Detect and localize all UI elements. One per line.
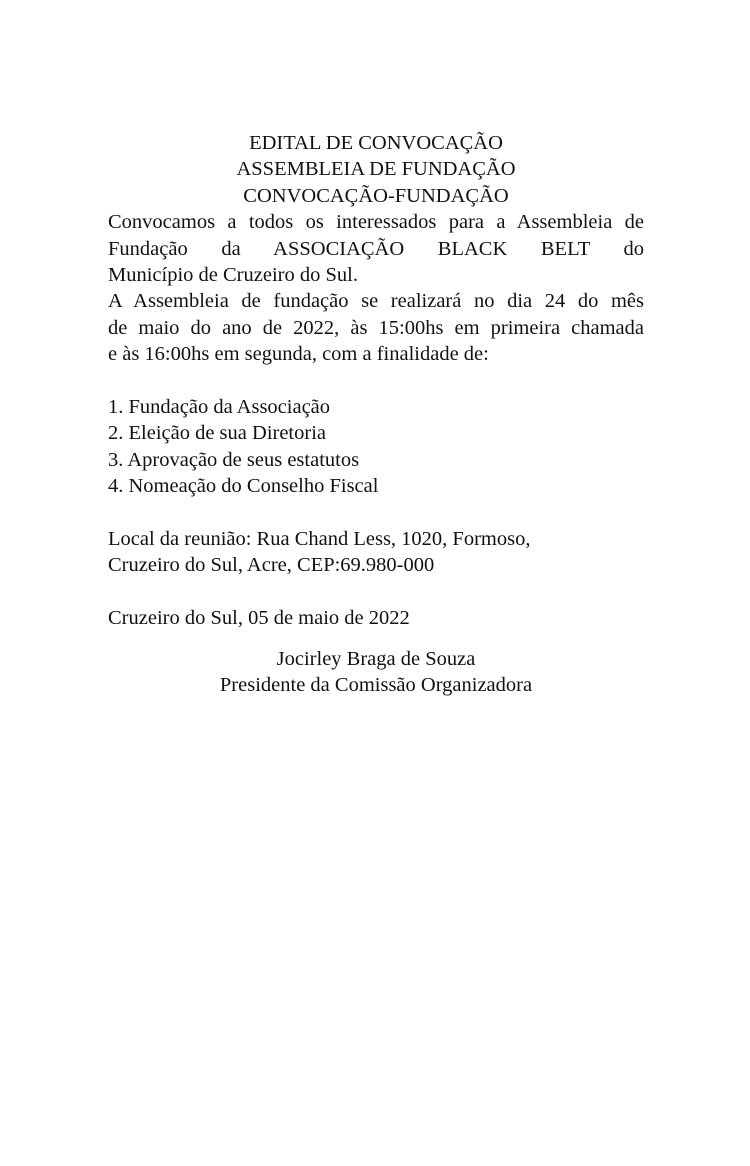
signatory-role: Presidente da Comissão Organizadora — [219, 674, 533, 697]
document-header — [108, 130, 644, 209]
date-line: Cruzeiro do Sul, 05 de maio de 2022 — [108, 607, 410, 630]
location-line-2: Cruzeiro do Sul, Acre, CEP:69.980-000 — [108, 554, 435, 577]
document-subtitle-2: CONVOCAÇÃO-FUNDAÇÃO — [243, 184, 509, 207]
intro-paragraph — [108, 209, 644, 288]
agenda-list — [108, 394, 644, 500]
document-page — [108, 130, 644, 698]
assembly-line-1: A Assembleia de fundação se realizará no dia 24 do mês — [108, 290, 644, 313]
signatory-name: Jocirley Braga de Souza — [276, 647, 476, 670]
document-subtitle: ASSEMBLEIA DE FUNDAÇÃO — [236, 158, 516, 181]
assembly-paragraph — [108, 288, 644, 367]
intro-line-3: Município de Cruzeiro do Sul. — [108, 264, 358, 287]
agenda-item: 3. Aprovação de seus estatutos — [108, 448, 360, 471]
signature-block — [108, 646, 644, 699]
assembly-line-3: e às 16:00hs em segunda, com a finalidade de: — [108, 343, 489, 366]
document-title: EDITAL DE CONVOCAÇÃO — [249, 132, 503, 154]
agenda-item: 4. Nomeação do Conselho Fiscal — [108, 475, 379, 498]
spacer — [108, 579, 644, 605]
intro-line-1: Convocamos a todos os interessados para a Assembleia de — [108, 211, 644, 234]
spacer — [108, 368, 644, 394]
location-line-1: Local da reunião: Rua Chand Less, 1020, Formoso, — [108, 528, 531, 551]
agenda-item: 2. Eleição de sua Diretoria — [108, 422, 327, 445]
intro-line-2: Fundação da ASSOCIAÇÃO BLACK BELT do — [108, 237, 644, 260]
assembly-line-2: de maio do ano de 2022, às 15:00hs em primeira chamada — [108, 316, 644, 339]
spacer — [108, 500, 644, 526]
meeting-location — [108, 526, 644, 579]
agenda-item: 1. Fundação da Associação — [108, 396, 331, 419]
